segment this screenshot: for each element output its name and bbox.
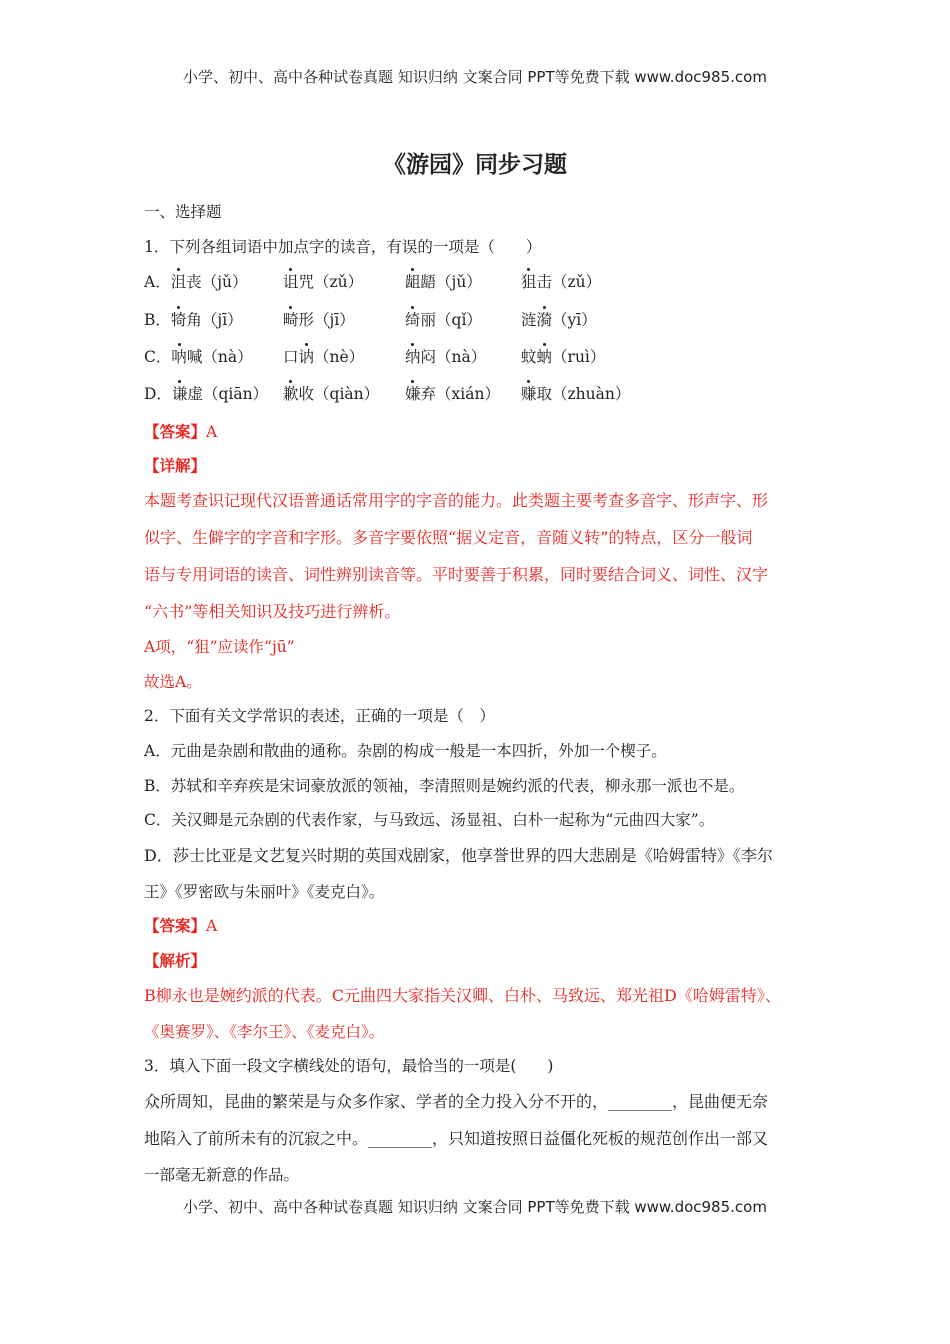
q1-detail-line: 本题考查识记现代汉语普通话常用字的字音的能力。此类题主要考查多音字、形声字、形 bbox=[144, 491, 769, 510]
dotted-char: 赚 bbox=[521, 385, 537, 403]
option-text: 收（qiàn） bbox=[298, 385, 380, 403]
option-text: 虚（qiān） bbox=[187, 385, 269, 403]
option-text: 龉（jǔ） bbox=[420, 273, 482, 291]
option-text: 口 bbox=[283, 348, 299, 366]
q2-analysis-line: 《奥赛罗》、《李尔王》、《麦克白》。 bbox=[144, 1023, 385, 1041]
dotted-char: 狙 bbox=[521, 273, 537, 291]
q2-option: 王》《罗密欧与朱丽叶》《麦克白》。 bbox=[144, 883, 385, 901]
q1-detail-line: 故选A。 bbox=[144, 673, 202, 691]
option-letter: D． bbox=[144, 385, 172, 403]
q3-stem: 3．填入下面一段文字横线处的语句，最恰当的一项是( ) bbox=[144, 1057, 554, 1075]
dotted-char: 犄 bbox=[170, 311, 187, 329]
q2-analysis-line: B柳永也是婉约派的代表。C元曲四大家指关汉卿、白朴、马致远、郑光祖D《哈姆雷特》、 bbox=[144, 986, 781, 1005]
answer-label: 【答案】 bbox=[144, 422, 207, 441]
q1-option-item bbox=[283, 309, 355, 331]
dotted-char: 漪 bbox=[536, 311, 553, 329]
q2-option: D．莎士比亚是文艺复兴时期的英国戏剧家，他享誉世界的四大悲剧是《哈姆雷特》《李尔 bbox=[144, 846, 773, 865]
q2-option: C．关汉卿是元杂剧的代表作家，与马致远、汤显祖、白朴一起称为“元曲四大家”。 bbox=[144, 811, 715, 829]
answer-value: A bbox=[206, 917, 218, 935]
dotted-char: 畸 bbox=[283, 311, 299, 329]
q1-stem: 1．下列各组词语中加点字的读音，有误的一项是（ ） bbox=[144, 238, 542, 256]
option-text: 角（jī） bbox=[186, 311, 243, 329]
q2-answer bbox=[144, 915, 217, 937]
q1-answer bbox=[144, 421, 217, 443]
q1-option-item bbox=[144, 309, 243, 331]
q1-option-item bbox=[521, 271, 601, 293]
q1-option-item bbox=[521, 346, 605, 368]
option-text: 丧（jǔ） bbox=[186, 273, 248, 291]
q1-option-item bbox=[283, 346, 364, 368]
option-text: 咒（zǔ） bbox=[298, 273, 364, 291]
answer-value: A bbox=[206, 423, 218, 441]
page-title: 《游园》同步习题 bbox=[383, 151, 567, 178]
q2-stem: 2．下面有关文学常识的表述，正确的一项是（ ） bbox=[144, 707, 495, 725]
q1-option-item bbox=[405, 346, 486, 368]
option-text: 涟 bbox=[521, 311, 537, 329]
q3-text-line: 地陷入了前所未有的沉寂之中。________，只知道按照日益僵化死板的规范创作出一部又 bbox=[144, 1129, 769, 1148]
q1-detail-line: 似字、生僻字的字音和字形。多音字要依照“据义定音，音随义转”的特点，区分一般词 bbox=[144, 528, 753, 547]
q1-option-item bbox=[521, 309, 597, 331]
dotted-char: 蚋 bbox=[536, 348, 553, 366]
option-text: 闷（nà） bbox=[420, 348, 487, 366]
q2-option: B．苏轼和辛弃疾是宋词豪放派的领袖，李清照则是婉约派的代表，柳永那一派也不是。 bbox=[144, 777, 745, 795]
section-heading: 一、选择题 bbox=[144, 203, 222, 221]
q1-option-item bbox=[283, 383, 379, 405]
option-text: （yī） bbox=[552, 311, 597, 329]
q1-option-item bbox=[521, 383, 630, 405]
page-footer: 小学、初中、高中各种试卷真题 知识归纳 文案合同 PPT等免费下载 www.doc985.com bbox=[183, 1198, 767, 1216]
q1-detail-label: 【详解】 bbox=[144, 456, 207, 475]
dotted-char: 沮 bbox=[170, 273, 187, 291]
dotted-char: 呐 bbox=[171, 348, 187, 366]
option-text: 丽（qǐ） bbox=[420, 311, 482, 329]
q1-option-item bbox=[405, 309, 482, 331]
option-text: 弃（xián） bbox=[420, 385, 500, 403]
dotted-char: 纳 bbox=[405, 348, 421, 366]
q3-text-line: 一部毫无新意的作品。 bbox=[144, 1166, 300, 1184]
q3-text-line: 众所周知，昆曲的繁荣是与众多作家、学者的全力投入分不开的，________，昆曲便无奈 bbox=[144, 1092, 769, 1111]
q1-option-item bbox=[283, 271, 363, 293]
q1-option-item bbox=[144, 346, 253, 368]
option-text: 取（zhuàn） bbox=[536, 385, 631, 403]
answer-label: 【答案】 bbox=[144, 916, 207, 935]
q1-option-item bbox=[405, 271, 482, 293]
dotted-char: 诅 bbox=[283, 273, 299, 291]
option-letter: B． bbox=[144, 311, 171, 329]
q1-detail-line: A项，“狙”应读作“jū” bbox=[144, 638, 295, 656]
q1-detail-line: 语与专用词语的读音、词性辨别读音等。平时要善于积累，同时要结合词义、词性、汉字 bbox=[144, 565, 769, 584]
option-letter: A． bbox=[144, 273, 171, 291]
option-text: 形（jī） bbox=[298, 311, 355, 329]
q2-option: A．元曲是杂剧和散曲的通称。杂剧的构成一般是一本四折，外加一个楔子。 bbox=[144, 742, 667, 760]
dotted-char: 龃 bbox=[405, 273, 421, 291]
dotted-char: 谦 bbox=[171, 385, 188, 403]
q1-option-item bbox=[144, 271, 248, 293]
option-text: （nè） bbox=[314, 348, 365, 366]
option-text: 喊（nà） bbox=[186, 348, 253, 366]
dotted-char: 讷 bbox=[298, 348, 315, 366]
option-text: 蚊 bbox=[521, 348, 537, 366]
dotted-char: 绮 bbox=[405, 311, 421, 329]
q1-option-item bbox=[405, 383, 500, 405]
dotted-char: 嫌 bbox=[405, 385, 421, 403]
option-text: （ruì） bbox=[552, 348, 606, 366]
q1-detail-line: “六书”等相关知识及技巧进行辨析。 bbox=[144, 602, 401, 621]
q2-analysis-label: 【解析】 bbox=[144, 951, 207, 970]
option-text: 击（zǔ） bbox=[536, 273, 602, 291]
q1-option-item bbox=[144, 383, 268, 405]
dotted-char: 歉 bbox=[283, 385, 299, 403]
page-header: 小学、初中、高中各种试卷真题 知识归纳 文案合同 PPT等免费下载 www.doc985.com bbox=[183, 68, 767, 86]
option-letter: C． bbox=[144, 348, 172, 366]
